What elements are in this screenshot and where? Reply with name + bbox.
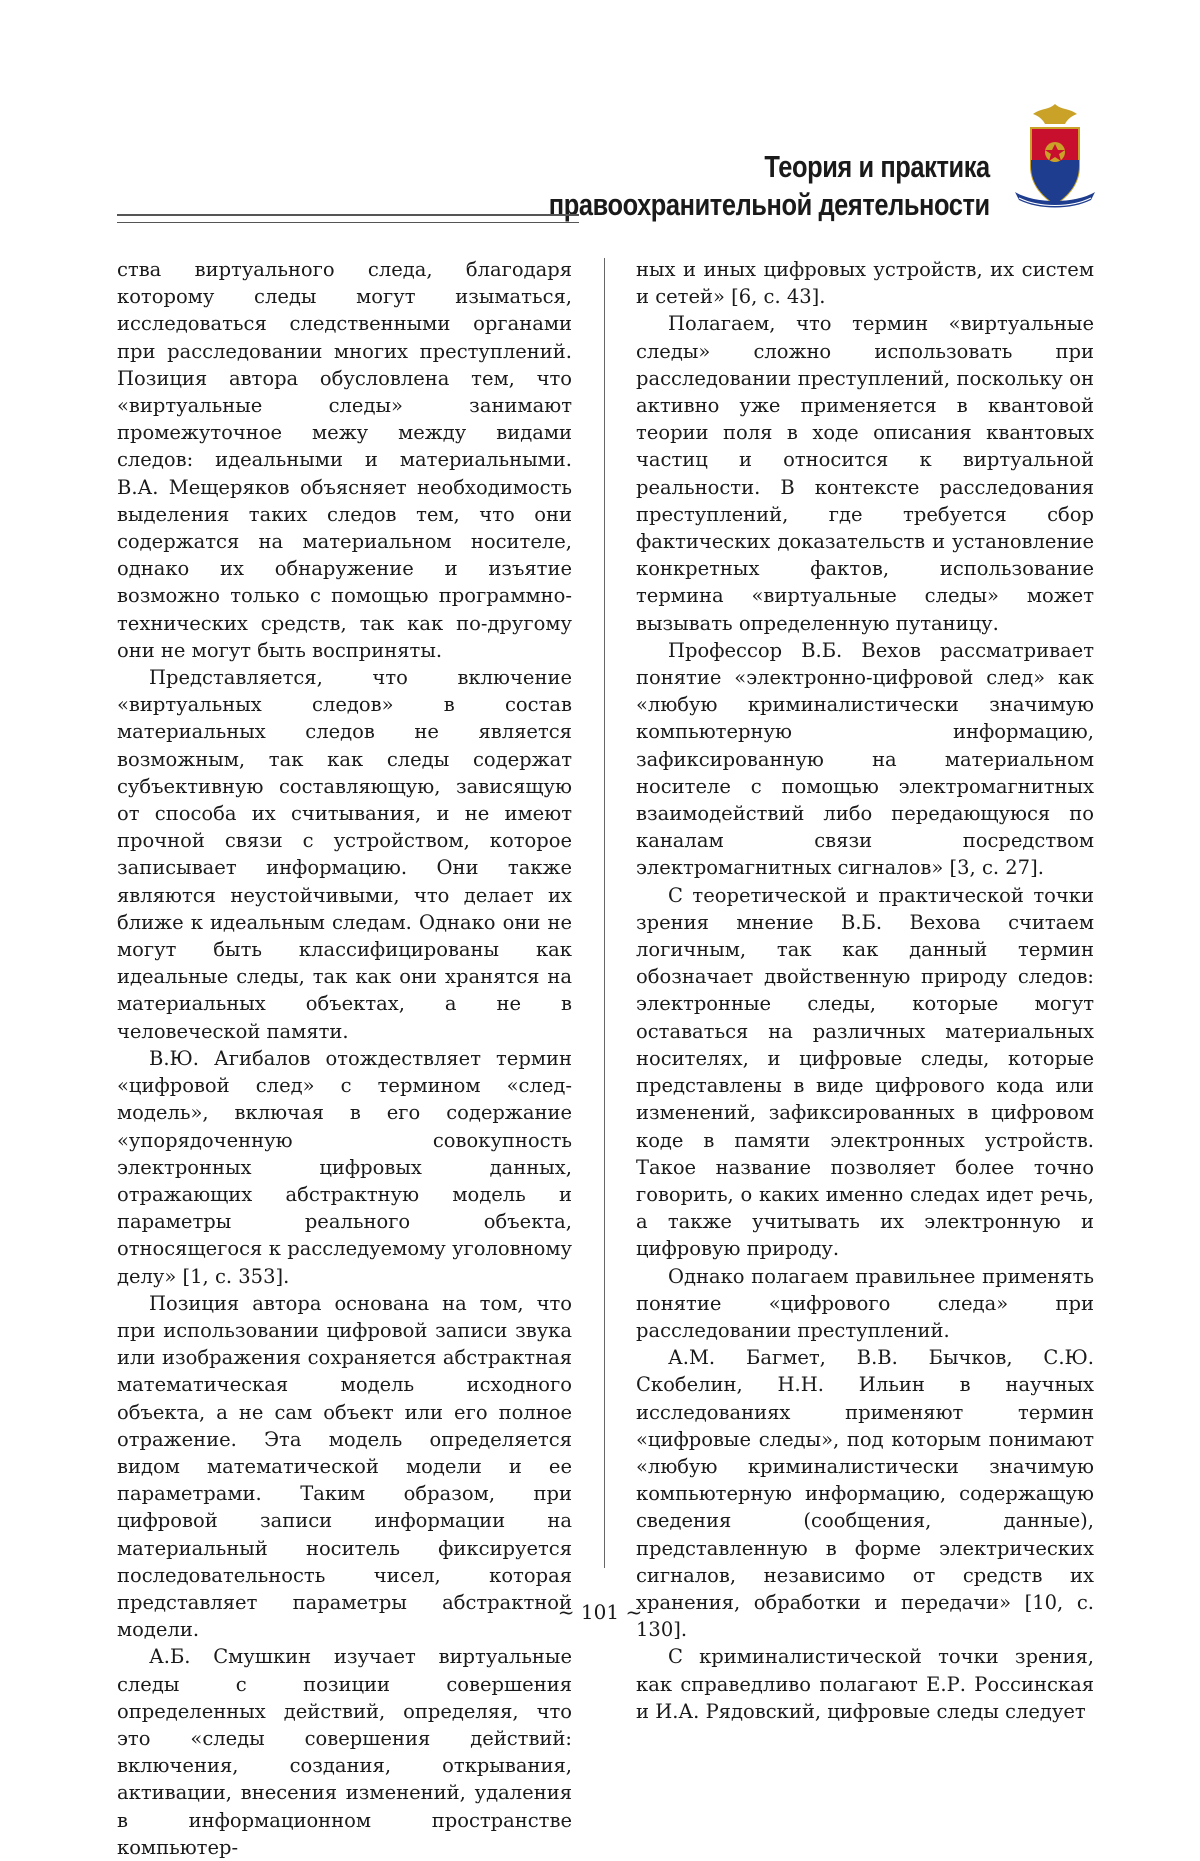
paragraph: Однако полагаем правильнее применять понятие «цифрового следа» при расследовании преступлений. bbox=[636, 1264, 1094, 1342]
journal-title bbox=[452, 148, 990, 224]
paragraph: В.Ю. Агибалов отождествляет термин «цифровой след» с термином «след-модель», включая в его содержание «упорядоченную совокупность электронных цифровых данных, отражающих абстрактную модель и параметры реального объекта, относящегося к расследуемому уголовному делу» [1, с. 353]. bbox=[117, 1046, 572, 1288]
header-rule bbox=[117, 214, 579, 223]
paragraph: Профессор В.Б. Вехов рассматривает понятие «электронно-цифровой след» как «любую криминалистически значимую компьютерную информацию, зафиксированную на материальном носителе с помощью электромагнитных взаимодействий либо передающуюся по каналам связи посредством электромагнитных сигналов» [3, с. 27]. bbox=[636, 638, 1094, 880]
paragraph: Представляется, что включение «виртуальных следов» в состав материальных следов не является возможным, так как следы содержат субъективную составляющую, зависящую от способа их считывания, и не имеют прочной связи с устройством, которое записывает информацию. Они также являются неустойчивыми, что делает их ближе к идеальным следам. Однако они не могут быть классифицированы как идеальные следы, так как они хранятся на материальных объектах, а не в человеческой памяти. bbox=[117, 666, 572, 1043]
journal-title-line2: правоохранительной деятельности bbox=[549, 187, 990, 222]
paragraph: ства виртуального следа, благодаря которому следы могут изыматься, исследоваться следственными органами при расследовании многих преступлений. Позиция автора обусловлена тем, что «виртуальные следы» занимают промежуточное межу между видами следов: идеальными и материальными. В.А. Мещеряков объясняет необходимость выделения таких следов тем, что они содержатся на материальном носителе, однако их обнаружение и изъятие возможно только с помощью программно-технических средств, так как по-другому они не могут быть восприняты. bbox=[117, 258, 572, 662]
paragraph: Полагаем, что термин «виртуальные следы» сложно использовать при расследовании преступлений, поскольку он активно уже применяется в квантовой теории поля в ходе описания квантовых частиц и относится к виртуальной реальности. В контексте расследования преступлений, где требуется сбор фактических доказательств и установление конкретных фактов, использование термина «виртуальные следы» может вызывать определенную путаницу. bbox=[636, 312, 1094, 635]
paragraph: С теоретической и практической точки зрения мнение В.Б. Вехова считаем логичным, так как данный термин обозначает двойственную природу следов: электронные следы, которые могут оставаться на различных материальных носителях, и цифровые следы, которые представлены в виде цифрового кода или изменений, зафиксированных в цифровом коде в памяти электронных устройств. Такое название позволяет более точно говорить, о каких именно следах идет речь, а также учитывать их электронную и цифровую природу. bbox=[636, 883, 1094, 1261]
paragraph: А.Б. Смушкин изучает виртуальные следы с позиции совершения определенных действий, определяя, что это «следы совершения действий: включения, создания, открывания, активации, внесения изменений, удаления в информационном пространстве компьютер- bbox=[117, 1645, 572, 1859]
police-academy-emblem-icon bbox=[1005, 100, 1105, 220]
paragraph: ных и иных цифровых устройств, их систем и сетей» [6, с. 43]. bbox=[636, 258, 1094, 309]
paragraph: А.М. Багмет, В.В. Бычков, С.Ю. Скобелин, Н.Н. Ильин в научных исследованиях применяют термин «цифровые следы», под которым понимают «любую криминалистически значимую компьютерную информацию, содержащую сведения (сообщения, данные), представленную в форме электрических сигналов, независимо от средств их хранения, обработки и передачи» [10, с. 130]. bbox=[636, 1346, 1094, 1642]
column-divider bbox=[604, 258, 605, 1568]
paragraph: С криминалистической точки зрения, как справедливо полагают Е.Р. Россинская и И.А. Рядовский, цифровые следы следует bbox=[636, 1645, 1094, 1723]
right-column bbox=[636, 256, 1094, 1725]
page-number: ~ 101 ~ bbox=[557, 1600, 643, 1624]
journal-title-line1: Теория и практика bbox=[764, 149, 990, 184]
paragraph: Позиция автора основана на том, что при использовании цифровой записи звука или изображения сохраняется абстрактная математическая модель исходного объекта, а не сам объект или его полное отражение. Эта модель определяется видом математической модели и ее параметрами. Таким образом, при цифровой записи информации на материальный носитель фиксируется последовательность чисел, которая представляет параметры абстрактной модели. bbox=[117, 1291, 572, 1642]
